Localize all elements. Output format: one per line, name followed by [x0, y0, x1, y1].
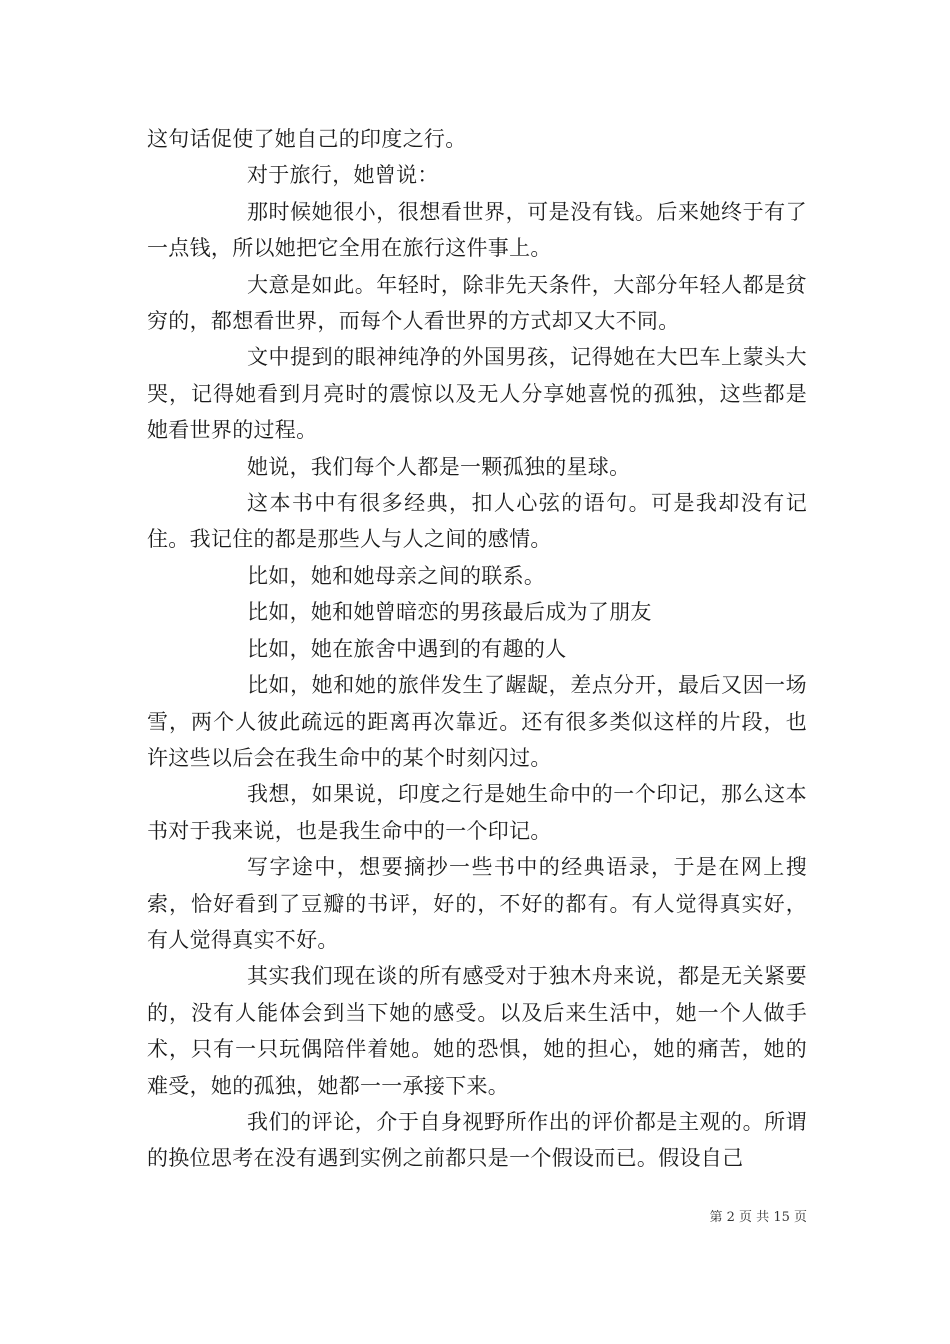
- page-number-footer: 第 2 页 共 15 页: [709, 1210, 807, 1225]
- paragraph: 其实我们现在谈的所有感受对于独木舟来说，都是无关紧要的，没有人能体会到当下她的感受。以及后来生活中，她一个人做手术，只有一只玩偶陪伴着她。她的恐惧，她的担心，她的痛苦，她的难受，她的孤独，她都一一承接下来。: [147, 964, 807, 1098]
- paragraph: 她说，我们每个人都是一颗孤独的星球。: [247, 454, 631, 479]
- paragraph: 我们的评论，介于自身视野所作出的评价都是主观的。所谓的换位思考在没有遇到实例之前都只是一个假设而已。假设自己: [147, 1109, 807, 1171]
- paragraph: 写字途中，想要摘抄一些书中的经典语录，于是在网上搜索，恰好看到了豆瓣的书评，好的，不好的都有。有人觉得真实好，有人觉得真实不好。: [147, 855, 807, 952]
- paragraph: 比如，她在旅舍中遇到的有趣的人: [247, 636, 567, 661]
- paragraph: 文中提到的眼神纯净的外国男孩，记得她在大巴车上蒙头大哭，记得她看到月亮时的震惊以及无人分享她喜悦的孤独，这些都是她看世界的过程。: [147, 345, 807, 443]
- paragraph: 比如，她和她的旅伴发生了龌龊，差点分开，最后又因一场雪，两个人彼此疏远的距离再次靠近。还有很多类似这样的片段，也许这些以后会在我生命中的某个时刻闪过。: [147, 673, 807, 770]
- paragraph: 这句话促使了她自己的印度之行。: [147, 127, 467, 151]
- document-body: [147, 121, 807, 1177]
- paragraph: 这本书中有很多经典，扣人心弦的语句。可是我却没有记住。我记住的都是那些人与人之间的感情。: [147, 491, 807, 552]
- paragraph: 对于旅行，她曾说：: [247, 163, 439, 188]
- paragraph: 我想，如果说，印度之行是她生命中的一个印记，那么这本书对于我来说，也是我生命中的一个印记。: [147, 782, 807, 843]
- paragraph: 比如，她和她母亲之间的联系。: [247, 563, 546, 588]
- paragraph: 比如，她和她曾暗恋的男孩最后成为了朋友: [247, 600, 652, 625]
- paragraph: 大意是如此。年轻时，除非先天条件，大部分年轻人都是贫穷的，都想看世界，而每个人看世界的方式却又大不同。: [147, 272, 807, 334]
- paragraph: 那时候她很小，很想看世界，可是没有钱。后来她终于有了一点钱，所以她把它全用在旅行这件事上。: [147, 199, 807, 261]
